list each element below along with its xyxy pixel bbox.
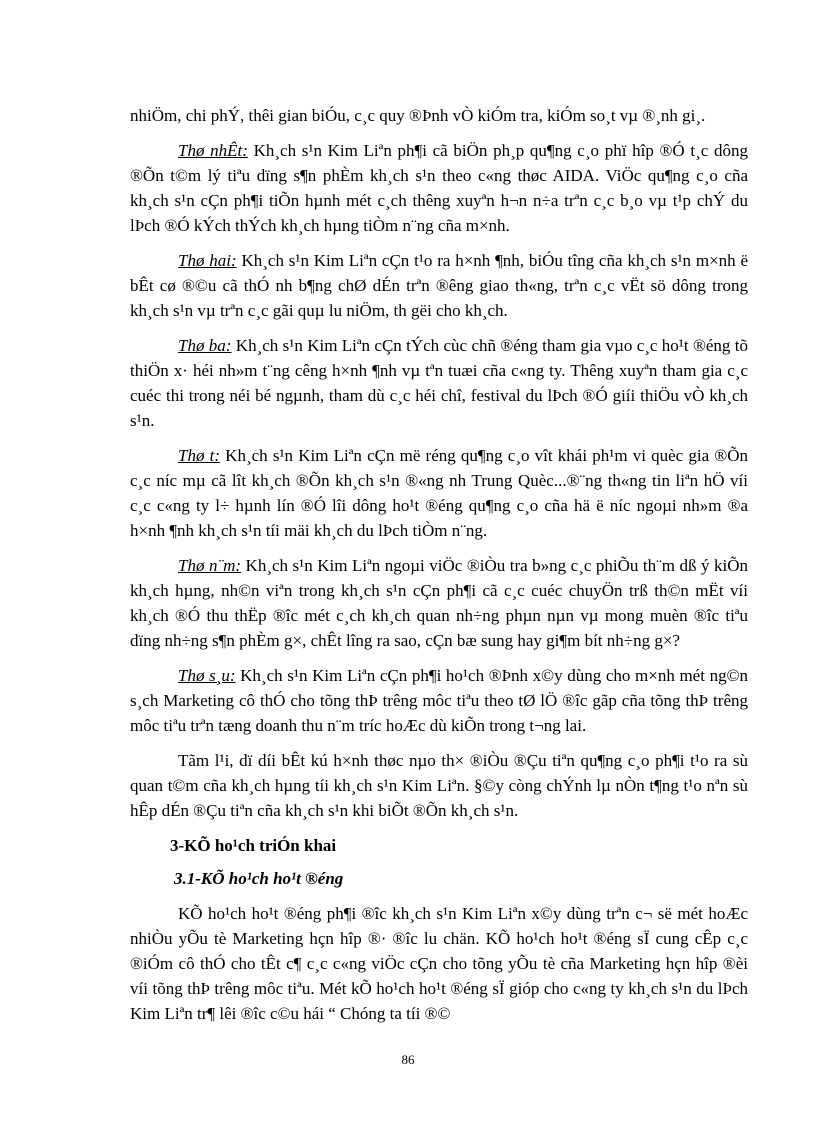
paragraph-thu-tu xyxy=(130,443,748,543)
paragraph-text: Kh¸ch s¹n Kim Liªn cÇn më réng qu¶ng c¸o vît khái ph¹m vi quèc gia ®Õn c¸c níc mµ cã lît kh¸ch ®Õn kh¸ch s¹n ®«ng nh Trung Quèc...®¨ng th«ng tin liªn hÖ víi c¸c c«ng ty l÷ hµnh lín ®Ó lîi dông ho¹t ®éng qu¶ng c¸o cña hä ë níc ngoµi nh»m ®a h×nh ¶nh kh¸ch s¹n tíi mäi kh¸ch du lÞch tiÒm n¨ng. xyxy=(130,446,749,540)
paragraph-lead: Thø nhÊt: xyxy=(178,141,248,160)
paragraph-thu-ba xyxy=(130,333,748,433)
paragraph-text: nhiÖm, chi phÝ, thêi gian biÓu, c¸c quy ®Þnh vÒ kiÓm tra, kiÓm so¸t vµ ®¸nh gi¸. xyxy=(130,106,706,125)
paragraph-lead: Thø t: xyxy=(178,446,221,465)
paragraph-text: Tãm l¹i, dï díi bÊt kú h×nh thøc nµo th× ®iÒu ®Çu tiªn qu¶ng c¸o ph¶i t¹o ra sù quan t©m cña kh¸ch hµng tíi kh¸ch s¹n Kim Liªn. §©y còng chÝnh lµ nÒn t¶ng t¹o nªn sù hÊp dÉn ®Çu tiªn cña kh¸ch s¹n khi biÕt ®Õn kh¸ch s¹n. xyxy=(130,751,748,820)
paragraph-text: Kh¸ch s¹n Kim Liªn ph¶i cã biÖn ph¸p qu¶ng c¸o phï hîp ®Ó t¸c dông ®Õn t©m lý tiªu dïng s¶n phÈm kh¸ch s¹n theo c«ng thøc AIDA. ViÖc qu¶ng c¸o cña kh¸ch s¹n cÇn ph¶i tiÕn hµnh mét c¸ch thêng xuyªn h¬n n÷a trªn c¸c b¸o vµ t¹p chÝ du lÞch ®Ó kÝch thÝch kh¸ch hµng tiÒm n¨ng cña m×nh. xyxy=(130,141,748,235)
paragraph-lead: Thø hai: xyxy=(178,251,237,270)
paragraph-tom-lai xyxy=(130,748,748,823)
paragraph-text: Kh¸ch s¹n Kim Liªn cÇn tÝch cùc chñ ®éng tham gia vµo c¸c ho¹t ®éng tõ thiÖn x· héi nh»m t¨ng cêng h×nh ¶nh vµ tªn tuæi cña c«ng ty. Thêng xuyªn tham gia c¸c cuéc thi trong néi bé ngµnh, tham dù c¸c héi chî, festival du lÞch ®Ó giíi thiÖu vÒ kh¸ch s¹n. xyxy=(130,336,748,430)
paragraph-thu-sau xyxy=(130,663,748,738)
paragraph-text: Kh¸ch s¹n Kim Liªn ngoµi viÖc ®iÒu tra b»ng c¸c phiÕu th¨m dß ý kiÕn kh¸ch hµng, nh©n viªn trong kh¸ch s¹n cÇn ph¶i cã c¸c cuéc chuyÖn trß th©n mËt víi kh¸ch ®Ó thu thËp ®îc mét c¸ch kh¸ch quan nh÷ng phµn nµn vµ mong muèn ®îc tiªu dïng nh÷ng s¶n phÈm g×, chÊt lîng ra sao, cÇn bæ sung hay gi¶m bít nh÷ng g×? xyxy=(130,556,748,650)
paragraph-thu-nam xyxy=(130,553,748,653)
paragraph-text: KÕ ho¹ch ho¹t ®éng ph¶i ®îc kh¸ch s¹n Kim Liªn x©y dùng trªn c¬ së mét hoÆc nhiÒu yÕu tè Marketing hçn hîp ®· ®îc lu chän. KÕ ho¹ch ho¹t ®éng sÏ cung cÊp c¸c ®iÓm cô thÓ cho tÊt c¶ c¸c c«ng viÖc cÇn cho tõng yÕu tè cña Marketing hçn hîp ®èi víi tõng thÞ trêng môc tiªu. Mét kÕ ho¹ch ho¹t ®éng sÏ gióp cho c«ng ty kh¸ch s¹n du lÞch Kim Liªn tr¶ lêi ®îc c©u hái “ Chóng ta tíi ®© xyxy=(130,904,748,1023)
paragraph-ke-hoach xyxy=(130,901,748,1026)
paragraph-thu-nhat xyxy=(130,138,748,238)
paragraph-text: Kh¸ch s¹n Kim Liªn cÇn t¹o ra h×nh ¶nh, biÓu tîng cña kh¸ch s¹n m×nh ë bÊt cø ®©u cã thÓ nh b¶ng chØ dÉn trªn ®êng giao th«ng, trªn c¸c vËt sö dông trong kh¸ch s¹n vµ trªn c¸c gãi quµ lu niÖm, th gëi cho kh¸ch. xyxy=(130,251,749,320)
paragraph-lead: Thø n¨m: xyxy=(178,556,242,575)
page-number: 86 xyxy=(401,1052,415,1067)
paragraph-continuation xyxy=(130,103,748,128)
paragraph-thu-hai xyxy=(130,248,748,323)
body-text xyxy=(130,103,748,1026)
subsection-heading: 3.1-KÕ ho¹ch ho¹t ®éng xyxy=(174,869,344,888)
section-heading: 3-KÕ ho¹ch triÓn khai xyxy=(170,836,337,855)
paragraph-lead: Thø ba: xyxy=(178,336,232,355)
paragraph-text: Kh¸ch s¹n Kim Liªn cÇn ph¶i ho¹ch ®Þnh x©y dùng cho m×nh mét ng©n s¸ch Marketing cô thÓ cho tõng thÞ trêng môc tiªu theo tØ lÖ ®îc gãp cña tõng thÞ trêng môc tiªu trªn tæng doanh thu n¨m tríc hoÆc dù kiÕn trong t¬ng lai. xyxy=(130,666,748,735)
paragraph-lead: Thø s¸u: xyxy=(178,666,236,685)
